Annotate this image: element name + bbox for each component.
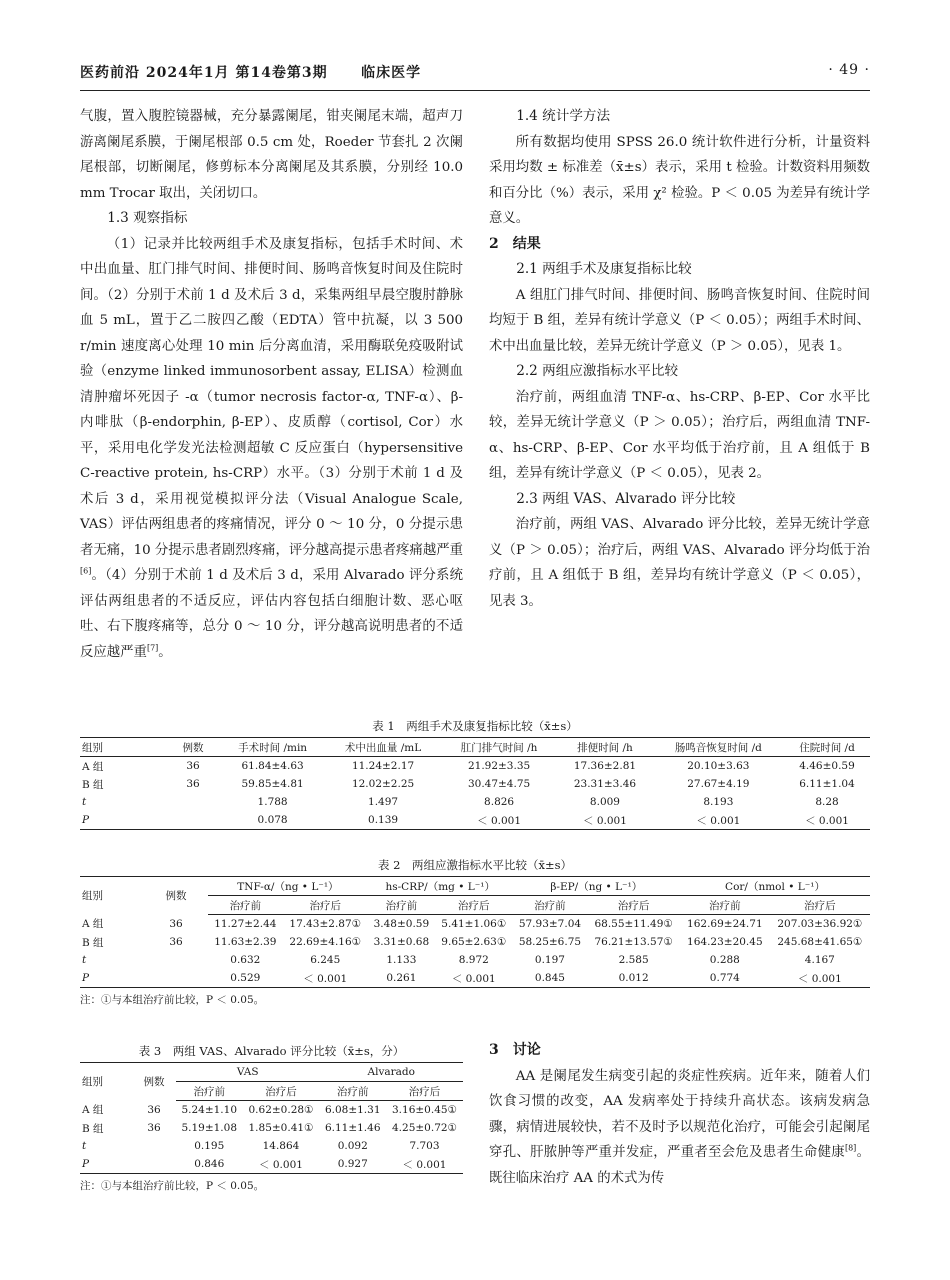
table-row xyxy=(80,775,870,793)
table1-header: 例数 xyxy=(166,738,220,757)
table-cell: 57.93±7.04 xyxy=(518,918,582,930)
table2-subheader-after: 治疗后 xyxy=(283,896,368,915)
table1-header: 手术时间 /min xyxy=(220,738,325,757)
table-cell: 22.69±4.16① xyxy=(289,936,362,948)
table-cell: 4.25±0.72① xyxy=(392,1122,457,1134)
table-cell: 7.703 xyxy=(409,1140,440,1152)
table-cell: 0.845 xyxy=(513,969,588,988)
table-cell: 8.28 xyxy=(815,796,839,808)
row-label: B 组 xyxy=(82,936,104,949)
table1-header: 排便时间 /h xyxy=(557,738,653,757)
table-row xyxy=(80,933,870,951)
table-cell: 1.497 xyxy=(368,796,399,808)
table-cell: ＜ 0.001 xyxy=(784,811,870,830)
table-cell: 21.92±3.35 xyxy=(467,760,531,772)
table-cell: 11.27±2.44 xyxy=(214,918,277,930)
header-rule xyxy=(80,90,870,91)
table2-subheader-before: 治疗前 xyxy=(208,896,283,915)
table-cell: 0.139 xyxy=(325,811,441,830)
table-row xyxy=(80,793,870,811)
stats-paragraph: 所有数据均使用 SPSS 26.0 统计软件进行分析，计量资料采用均数 ± 标准差（x̄±s）表示，采用 t 检验。计数资料用频数和百分比（%）表示，采用 χ² 检验。P ＜ 0.05 为差异有统计学意义。 xyxy=(489,134,870,226)
table-cell: 207.03±36.92① xyxy=(777,918,863,930)
table-row xyxy=(80,757,870,776)
table-cell: 68.55±11.49① xyxy=(594,918,673,930)
table-cell: 0.774 xyxy=(680,969,770,988)
table-cell: 59.85±4.81 xyxy=(241,778,304,790)
table-cell: ＜ 0.001 xyxy=(441,811,557,830)
discussion-text-a: AA 是阑尾发生病变引起的炎症性疾病。近年来，随着人们饮食习惯的改变，AA 发病率处于持续升高状态。该病发病急骤，病情进展较快，若不及时予以规范化治疗，可能会引起阑尾穿孔、肝脓肿等严重并发症，严重者至会危及患者生命健康 xyxy=(489,1068,870,1160)
table-row xyxy=(80,1119,463,1137)
table-cell: ＜ 0.001 xyxy=(283,969,368,988)
table-cell xyxy=(166,811,220,830)
heading-3 xyxy=(489,1038,870,1064)
table2-header-tnf: TNF-α/（ng • L⁻¹） xyxy=(208,877,368,896)
row-label: P xyxy=(80,969,144,988)
table3-subheader-after: 治疗后 xyxy=(386,1082,463,1101)
table2-subheader-before: 治疗前 xyxy=(680,896,770,915)
table2-subheader-after: 治疗后 xyxy=(435,896,513,915)
table2-subheader-before: 治疗前 xyxy=(513,896,588,915)
table-cell: 0.927 xyxy=(319,1155,385,1174)
table-cell xyxy=(132,1155,176,1174)
table-cell: 12.02±2.25 xyxy=(351,778,415,790)
table-cell: 61.84±4.63 xyxy=(241,760,304,772)
table1-header: 肛门排气时间 /h xyxy=(441,738,557,757)
table-cell: 58.25±6.75 xyxy=(518,936,582,948)
table-cell: 1.133 xyxy=(386,954,417,966)
heading-2-number: 2 xyxy=(489,235,499,252)
table-cell: ＜ 0.001 xyxy=(653,811,784,830)
table-cell: 3.48±0.59 xyxy=(373,918,430,930)
table-row xyxy=(80,1155,463,1174)
methods-paragraph: 气腹，置入腹腔镜器械，充分暴露阑尾，钳夹阑尾末端，超声刀游离阑尾系膜，于阑尾根部 0.5 cm 处，Roeder 节套扎 2 次阑尾根部，切断阑尾，修剪标本分离阑尾及其系膜，分别经 10.0 mm Trocar 取出，关闭切口。 xyxy=(80,109,463,201)
row-label: t xyxy=(82,1140,87,1152)
table-cell: 36 xyxy=(169,917,183,930)
row-label: t xyxy=(82,796,87,808)
heading-2-3: 2.3 两组 VAS、Alvarado 评分比较 xyxy=(516,490,736,507)
table-cell: 27.67±4.19 xyxy=(687,778,750,790)
table-cell: 6.11±1.46 xyxy=(324,1122,381,1134)
table-cell: 6.245 xyxy=(310,954,341,966)
table-cell: 8.826 xyxy=(484,796,515,808)
table3-header-group: 组别 xyxy=(80,1063,132,1101)
table-cell: 8.193 xyxy=(703,796,734,808)
table-cell: 17.43±2.87① xyxy=(289,918,362,930)
table-cell: 9.65±2.63① xyxy=(441,936,507,948)
table-cell: ＜ 0.001 xyxy=(242,1155,319,1174)
table-cell: 6.11±1.04 xyxy=(799,778,855,790)
table-cell: 36 xyxy=(186,778,200,790)
table2-subheader-before: 治疗前 xyxy=(368,896,435,915)
section-name: 临床医学 xyxy=(361,65,422,81)
table-cell: 0.62±0.28① xyxy=(248,1104,314,1116)
table1-header: 肠鸣音恢复时间 /d xyxy=(653,738,784,757)
table-cell: 0.197 xyxy=(534,954,565,966)
table-cell: 0.632 xyxy=(230,954,261,966)
discussion-paragraph xyxy=(489,1064,870,1192)
table3-header-n: 例数 xyxy=(132,1063,176,1101)
table-cell: 4.46±0.59 xyxy=(799,760,855,772)
table-cell: 5.19±1.08 xyxy=(181,1122,238,1134)
observation-text-a: （1）记录并比较两组手术及康复指标，包括手术时间、术中出血量、肛门排气时间、排便时间、肠鸣音恢复时间及住院时间。（2）分别于术前 1 d 及术后 3 d，采集两组早晨空腹肘静脉血 5 mL，置于乙二胺四乙酸（EDTA）管中抗凝，以 3 500 r/min 速度离心处理 10 min 后分离血清，采用酶联免疫吸附试验（enzyme linked immunosorbent assay, ELISA）检测血清肿瘤坏死因子 -α（tumor necrosis factor-α, TNF-α）、β- 内啡肽（β-endorphin, β-EP）、皮质醇（cortisol, Cor）水平，采用电化学发光法检测超敏 C 反应蛋白（hypersensitive C-reactive protein, hs-CRP）水平。（3）分别于术前 1 d 及术后 3 d，采用视觉模拟评分法（Visual Analogue Scale, VAS）评估两组患者的疼痛情况，评分 0 ～ 10 分，0 分提示患者无痛，10 分提示患者剧烈疼痛，评分越高提示患者疼痛越严重 xyxy=(80,236,463,558)
table-cell: 0.195 xyxy=(194,1140,225,1152)
table3-subheader-before: 治疗前 xyxy=(176,1082,242,1101)
table1-title: 表 1 两组手术及康复指标比较（x̄±s） xyxy=(372,719,578,733)
table-cell: ＜ 0.001 xyxy=(770,969,870,988)
table-cell: 2.585 xyxy=(618,954,649,966)
table-cell: 0.078 xyxy=(220,811,325,830)
observation-text-b: 。（4）分别于术前 1 d 及术后 3 d，采用 Alvarado 评分系统评估两组患者的不适反应，评估内容包括白细胞计数、恶心呕吐、右下腹疼痛等，总分 0 ～ 10 分，评分越高说明患者的不适反应越严重 xyxy=(80,568,463,660)
table2-header-group: 组别 xyxy=(80,877,144,915)
table2-title: 表 2 两组应激指标水平比较（x̄±s） xyxy=(378,858,572,872)
table2-subheader-after: 治疗后 xyxy=(587,896,680,915)
observation-paragraph xyxy=(80,232,463,666)
table-cell: 11.63±2.39 xyxy=(214,936,277,948)
left-column xyxy=(80,104,463,665)
heading-1-4: 1.4 统计学方法 xyxy=(516,108,611,124)
table-row xyxy=(80,1137,463,1155)
table-cell: 245.68±41.65① xyxy=(777,936,863,948)
table-cell: ＜ 0.001 xyxy=(435,969,513,988)
table-row xyxy=(80,1101,463,1120)
page-number: · 49 · xyxy=(828,62,870,78)
heading-1-3: 1.3 观察指标 xyxy=(107,210,188,226)
table-cell: 5.24±1.10 xyxy=(181,1104,238,1116)
table2-note: 注：①与本组治疗前比较，P ＜ 0.05。 xyxy=(80,994,265,1006)
running-header xyxy=(80,62,870,84)
table-cell: 0.012 xyxy=(587,969,680,988)
table2-header-cor: Cor/（nmol • L⁻¹） xyxy=(680,877,870,896)
table-cell: 0.529 xyxy=(208,969,283,988)
result-2-2-paragraph: 治疗前，两组血清 TNF-α、hs-CRP、β-EP、Cor 水平比较，差异无统计学意义（P ＞ 0.05）；治疗后，两组血清 TNF-α、hs-CRP、β-EP、Cor 水平均低于治疗前，且 A 组低于 B 组，差异有统计学意义（P ＜ 0.05），见表 2。 xyxy=(489,389,870,481)
heading-2 xyxy=(489,232,870,258)
table-row xyxy=(80,915,870,934)
table1-header: 术中出血量 /mL xyxy=(325,738,441,757)
heading-2-1: 2.1 两组手术及康复指标比较 xyxy=(516,261,692,277)
table-cell: 0.846 xyxy=(176,1155,242,1174)
table-cell: 0.261 xyxy=(368,969,435,988)
citation-6: [6] xyxy=(80,566,92,576)
heading-2-2: 2.2 两组应激指标水平比较 xyxy=(516,363,679,379)
table3-header-alvarado: Alvarado xyxy=(319,1063,463,1082)
table-cell: 4.167 xyxy=(804,954,835,966)
table-cell: 162.69±24.71 xyxy=(687,918,763,930)
table-cell: 3.16±0.45① xyxy=(392,1104,457,1116)
table3-title: 表 3 两组 VAS、Alvarado 评分比较（x̄±s，分） xyxy=(138,1044,405,1058)
heading-3-title: 讨论 xyxy=(512,1042,541,1058)
discussion-section xyxy=(489,1038,870,1191)
right-column xyxy=(489,104,870,614)
table-cell: 6.08±1.31 xyxy=(324,1104,381,1116)
heading-3-number: 3 xyxy=(489,1042,499,1058)
table-cell: 76.21±13.57① xyxy=(594,936,673,948)
table-cell: 0.092 xyxy=(337,1140,368,1152)
table-cell: ＜ 0.001 xyxy=(557,811,653,830)
row-label: A 组 xyxy=(82,1104,104,1117)
discussion-text-b: 。既往临床治疗 AA 的术式为传 xyxy=(489,1145,871,1186)
row-label: P xyxy=(80,811,166,830)
table-cell xyxy=(144,951,208,969)
table-cell xyxy=(166,793,220,811)
result-2-1-paragraph: A 组肛门排气时间、排便时间、肠鸣音恢复时间、住院时间均短于 B 组，差异有统计学意义（P ＜ 0.05）；两组手术时间、术中出血量比较，差异无统计学意义（P ＞ 0.05），见表 1。 xyxy=(489,287,870,354)
table3-subheader-after: 治疗后 xyxy=(242,1082,319,1101)
table3 xyxy=(80,1062,463,1174)
citation-8: [8] xyxy=(844,1143,857,1153)
table-row xyxy=(80,951,870,969)
row-label: B 组 xyxy=(82,778,104,791)
table2-header-hscrp: hs-CRP/（mg • L⁻¹） xyxy=(368,877,513,896)
table-cell: 36 xyxy=(147,1122,161,1134)
table3-subheader-before: 治疗前 xyxy=(319,1082,385,1101)
table-cell: 1.788 xyxy=(257,796,288,808)
table-row xyxy=(80,811,870,830)
table-cell: 30.47±4.75 xyxy=(467,778,531,790)
table1-header: 组别 xyxy=(80,738,166,757)
table-cell: 36 xyxy=(186,760,200,772)
table-cell: 164.23±20.45 xyxy=(687,936,763,948)
table-cell: 3.31±0.68 xyxy=(373,936,430,948)
table-cell: 8.009 xyxy=(589,796,620,808)
table-cell: 1.85±0.41① xyxy=(248,1122,314,1134)
heading-2-title: 结果 xyxy=(512,235,541,252)
row-label: A 组 xyxy=(82,918,104,931)
table2-header-bep: β-EP/（ng • L⁻¹） xyxy=(513,877,680,896)
table-cell: 8.972 xyxy=(458,954,489,966)
table2-subheader-after: 治疗后 xyxy=(770,896,870,915)
observation-text-c: 。 xyxy=(158,644,172,660)
table-cell: 23.31±3.46 xyxy=(573,778,637,790)
table-cell: ＜ 0.001 xyxy=(386,1155,463,1174)
journal-info: 医药前沿 2024年1月 第14卷第3期 xyxy=(80,65,328,81)
table2-header-n: 例数 xyxy=(144,877,208,915)
table3-note: 注：①与本组治疗前比较，P ＜ 0.05。 xyxy=(80,1180,265,1192)
table3-header-vas: VAS xyxy=(176,1063,319,1082)
table-cell: 20.10±3.63 xyxy=(687,760,750,772)
table-cell xyxy=(144,969,208,988)
table-cell xyxy=(132,1137,176,1155)
table1-header: 住院时间 /d xyxy=(784,738,870,757)
table1 xyxy=(80,737,870,830)
row-label: t xyxy=(82,954,87,966)
table-cell: 36 xyxy=(169,936,183,948)
table-cell: 5.41±1.06① xyxy=(441,918,507,930)
table-cell: 11.24±2.17 xyxy=(351,760,415,772)
result-2-3-paragraph: 治疗前，两组 VAS、Alvarado 评分比较，差异无统计学意义（P ＞ 0.05）；治疗后，两组 VAS、Alvarado 评分均低于治疗前，且 A 组低于 B 组，差异均有统计学意义（P ＜ 0.05），见表 3。 xyxy=(489,517,870,609)
table-row xyxy=(80,969,870,988)
row-label: A 组 xyxy=(82,760,104,773)
table2 xyxy=(80,876,870,988)
table-cell: 14.864 xyxy=(262,1140,300,1152)
table-cell: 36 xyxy=(147,1103,161,1116)
table-cell: 0.288 xyxy=(709,954,740,966)
row-label: P xyxy=(80,1155,132,1174)
table-cell: 17.36±2.81 xyxy=(573,760,637,772)
citation-7: [7] xyxy=(146,643,159,653)
row-label: B 组 xyxy=(82,1122,104,1135)
